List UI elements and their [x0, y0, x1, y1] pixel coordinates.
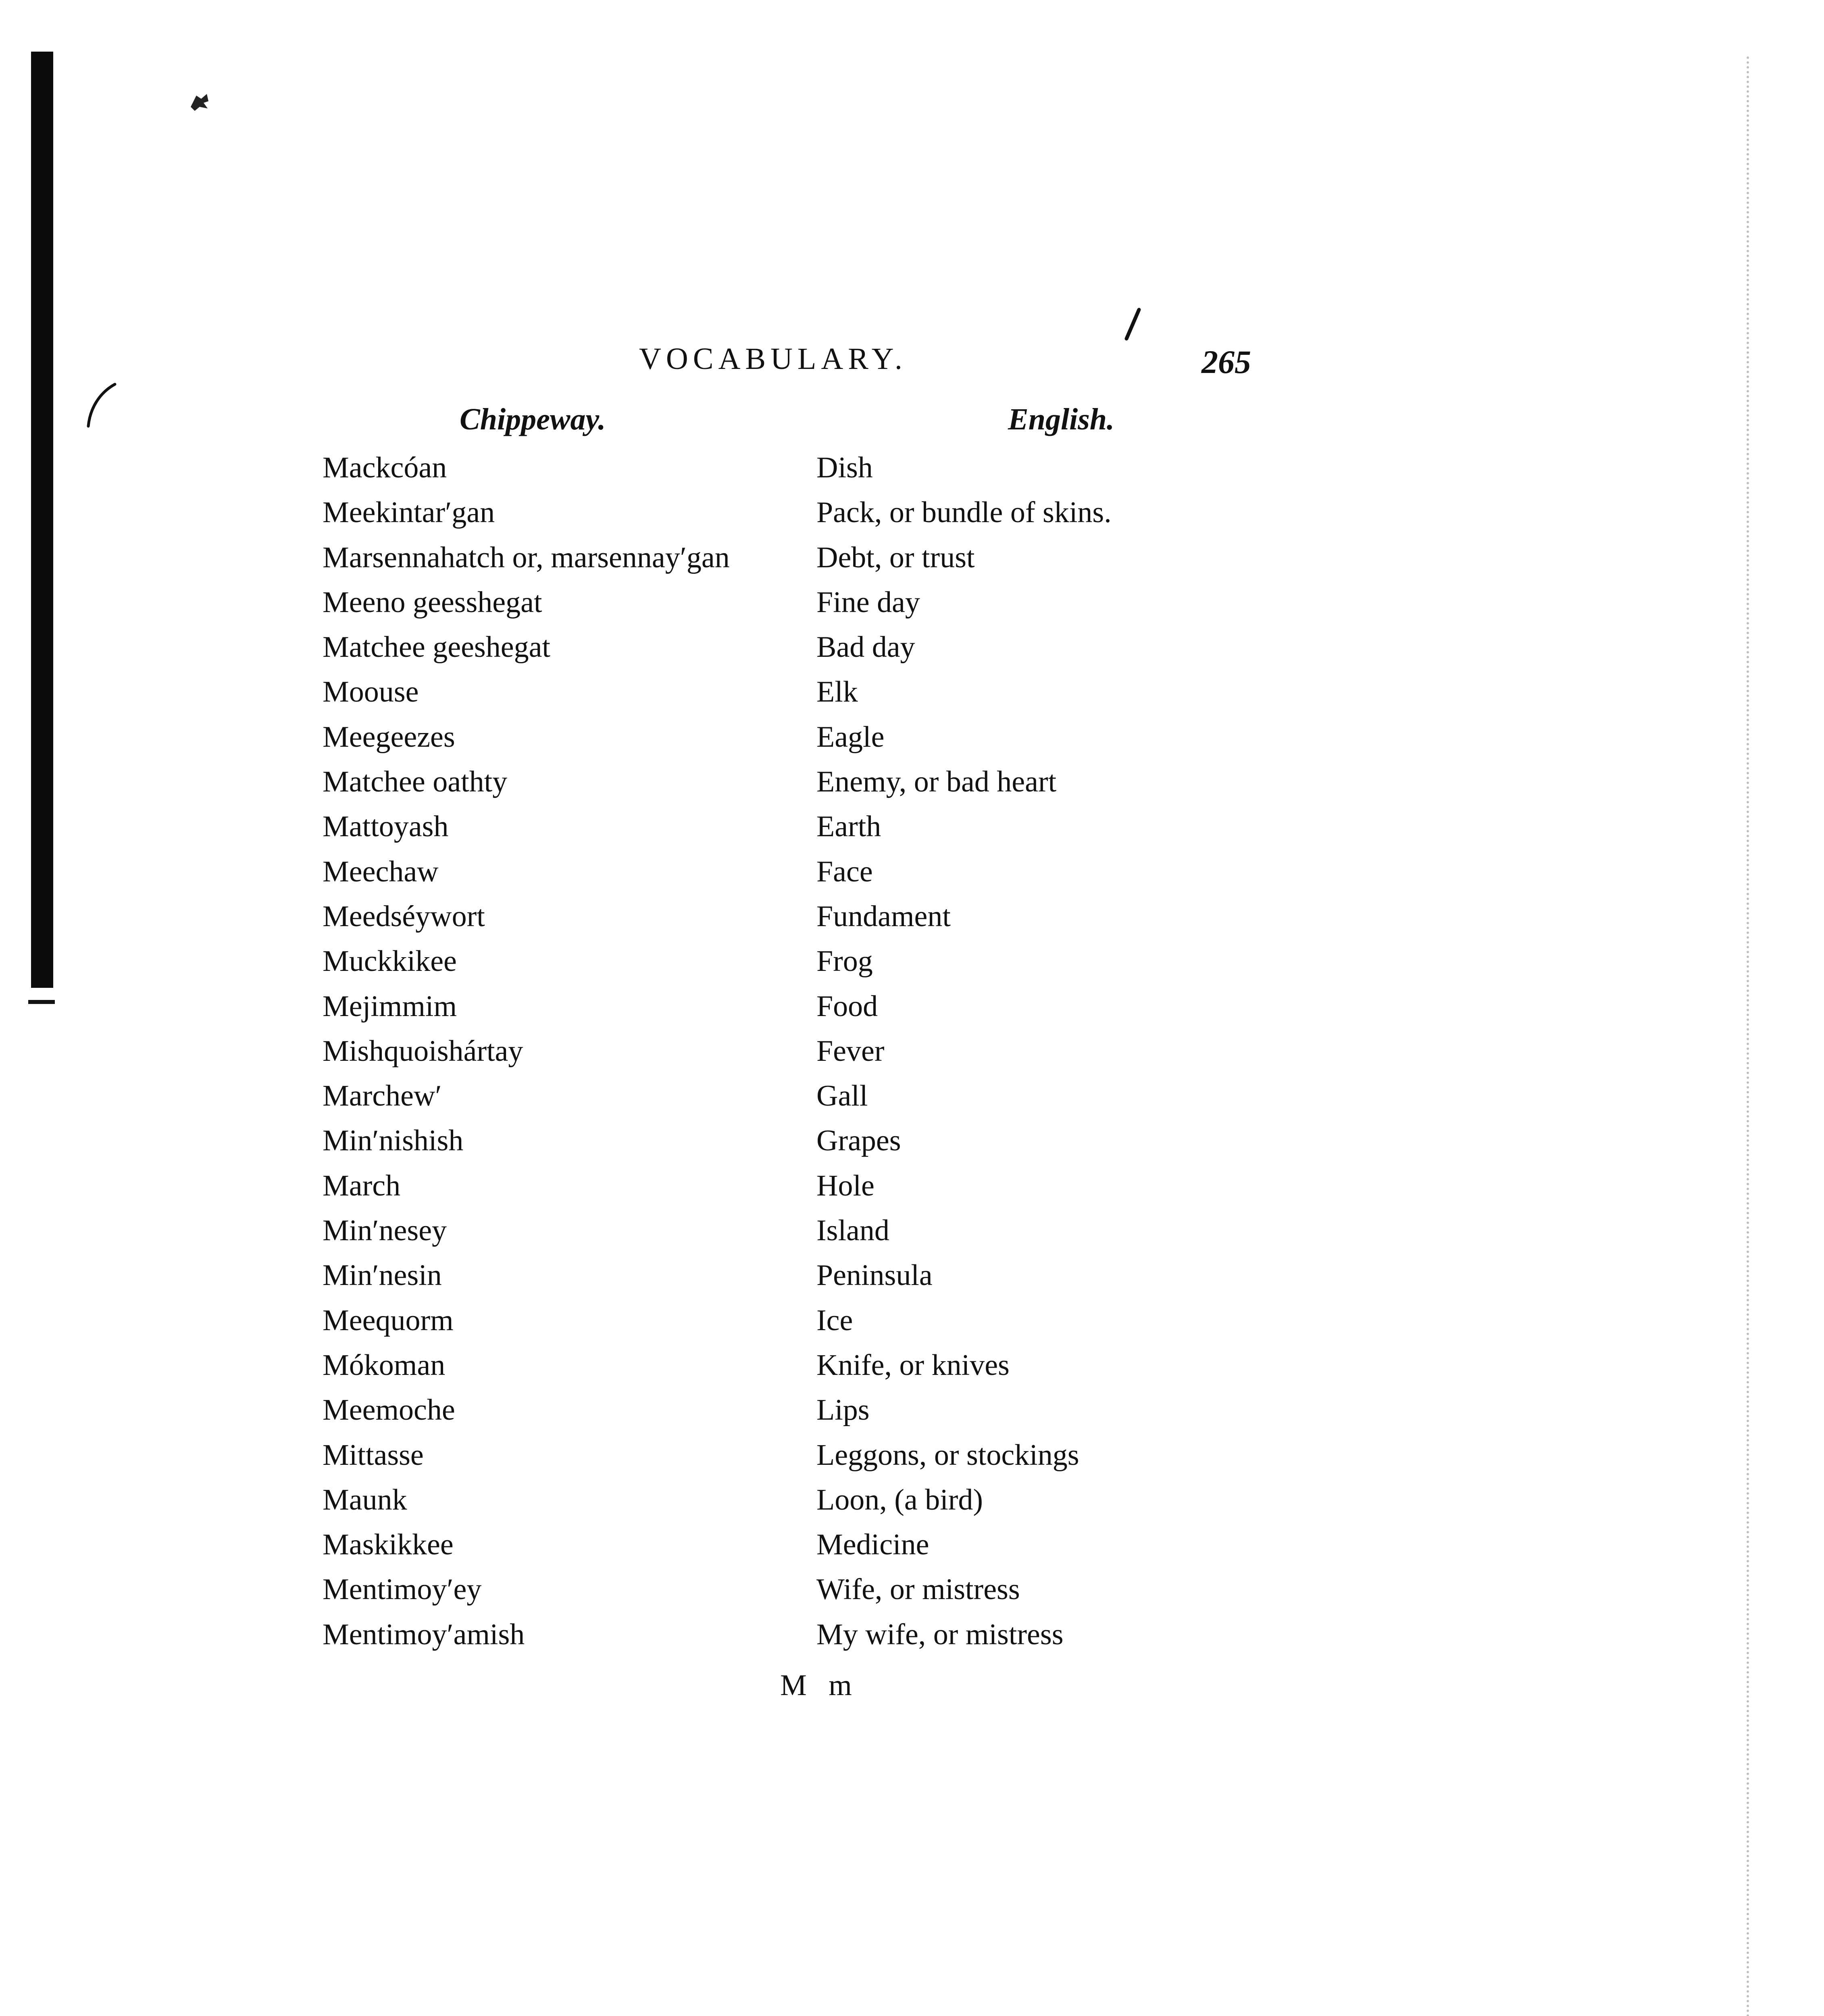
vocab-row — [0, 1298, 1824, 1343]
english-term: Knife, or knives — [816, 1348, 1010, 1382]
vocab-row — [0, 446, 1824, 490]
page-title: VOCABULARY. — [639, 342, 907, 376]
vocab-row — [0, 1388, 1824, 1433]
chippeway-term: Meedséywort — [323, 900, 485, 933]
vocab-row — [0, 1164, 1824, 1208]
chippeway-term: Matchee oathty — [323, 765, 508, 799]
english-term: Frog — [816, 945, 873, 978]
vocab-row — [0, 850, 1824, 894]
vocab-row — [0, 1433, 1824, 1478]
vocab-row — [0, 1074, 1824, 1118]
vocab-row — [0, 490, 1824, 535]
english-term: Island — [816, 1214, 889, 1248]
vocab-row — [0, 1118, 1824, 1163]
english-term: Hole — [816, 1169, 875, 1202]
chippeway-term: Muckkikee — [323, 945, 457, 978]
chippeway-term: Mishquoishártay — [323, 1034, 523, 1068]
chippeway-term: Mattoyash — [323, 810, 449, 843]
chippeway-term: Mackcóan — [323, 451, 447, 484]
chippeway-term: Meequorm — [323, 1304, 454, 1337]
chippeway-term: Maskikkee — [323, 1528, 454, 1562]
chippeway-term: Meeno geesshegat — [323, 585, 542, 619]
vocab-row — [0, 625, 1824, 670]
english-term: Earth — [816, 810, 881, 843]
chippeway-term: Moouse — [323, 675, 419, 709]
vocab-row — [0, 670, 1824, 714]
chippeway-term: Mejimmim — [323, 989, 457, 1023]
chippeway-term: March — [323, 1169, 401, 1202]
chippeway-term: Meegeezes — [323, 720, 455, 754]
signature-mark: M m — [780, 1669, 859, 1702]
page-header — [0, 337, 1824, 381]
vocab-row — [0, 894, 1824, 939]
english-term: Loon, (a bird) — [816, 1483, 983, 1516]
english-term: Food — [816, 989, 878, 1023]
chippeway-term: Marsennahatch or, marsennay′gan — [323, 541, 730, 574]
chippeway-term: Mentimoy′ey — [323, 1573, 482, 1606]
english-term: Debt, or trust — [816, 541, 975, 574]
vocab-row — [0, 804, 1824, 849]
english-term: Elk — [816, 675, 858, 709]
ink-blot-icon — [187, 91, 212, 113]
pen-stroke-mark — [83, 381, 119, 429]
chippeway-term: Matchee geeshegat — [323, 631, 550, 664]
english-term: Enemy, or bad heart — [816, 765, 1057, 799]
english-term: Peninsula — [816, 1259, 933, 1292]
chippeway-term: Min′nishish — [323, 1124, 464, 1158]
english-term: My wife, or mistress — [816, 1618, 1064, 1651]
vocab-row — [0, 715, 1824, 760]
chippeway-term: Min′nesey — [323, 1214, 447, 1248]
vocab-row — [0, 1029, 1824, 1074]
vocab-row — [0, 1612, 1824, 1657]
vocab-row — [0, 1343, 1824, 1388]
english-term: Ice — [816, 1304, 853, 1337]
vocab-row — [0, 580, 1824, 625]
english-term: Leggons, or stockings — [816, 1438, 1079, 1472]
english-term: Eagle — [816, 720, 885, 754]
vocab-row — [0, 1522, 1824, 1567]
chippeway-term: Meechaw — [323, 855, 439, 888]
chippeway-term: Marchew′ — [323, 1079, 442, 1113]
english-term: Fine day — [816, 585, 920, 619]
english-term: Bad day — [816, 631, 915, 664]
english-term: Gall — [816, 1079, 868, 1113]
english-term: Medicine — [816, 1528, 929, 1562]
vocab-row — [0, 1253, 1824, 1298]
vocab-row — [0, 939, 1824, 984]
vocabulary-list — [0, 446, 1824, 1657]
english-term: Dish — [816, 451, 873, 484]
vocab-row — [0, 1208, 1824, 1253]
chippeway-term: Min′nesin — [323, 1259, 442, 1292]
english-term: Face — [816, 855, 873, 888]
chippeway-term: Mentimoy′amish — [323, 1618, 525, 1651]
english-term: Fever — [816, 1034, 885, 1068]
english-term: Fundament — [816, 900, 951, 933]
vocab-row — [0, 760, 1824, 804]
chippeway-term: Meemoche — [323, 1393, 455, 1427]
english-term: Pack, or bundle of skins. — [816, 496, 1112, 529]
chippeway-term: Mittasse — [323, 1438, 424, 1472]
vocab-row — [0, 1567, 1824, 1612]
column-heading-english: English. — [1008, 402, 1115, 436]
vocab-row — [0, 535, 1824, 580]
english-term: Lips — [816, 1393, 870, 1427]
vocab-row — [0, 984, 1824, 1029]
chippeway-term: Meekintar′gan — [323, 496, 495, 529]
page-number: 265 — [1201, 344, 1251, 380]
english-term: Wife, or mistress — [816, 1573, 1020, 1606]
chippeway-term: Mókoman — [323, 1348, 446, 1382]
column-heading-chippeway: Chippeway. — [460, 402, 606, 436]
vocab-row — [0, 1478, 1824, 1522]
english-term: Grapes — [816, 1124, 901, 1158]
chippeway-term: Maunk — [323, 1483, 407, 1516]
